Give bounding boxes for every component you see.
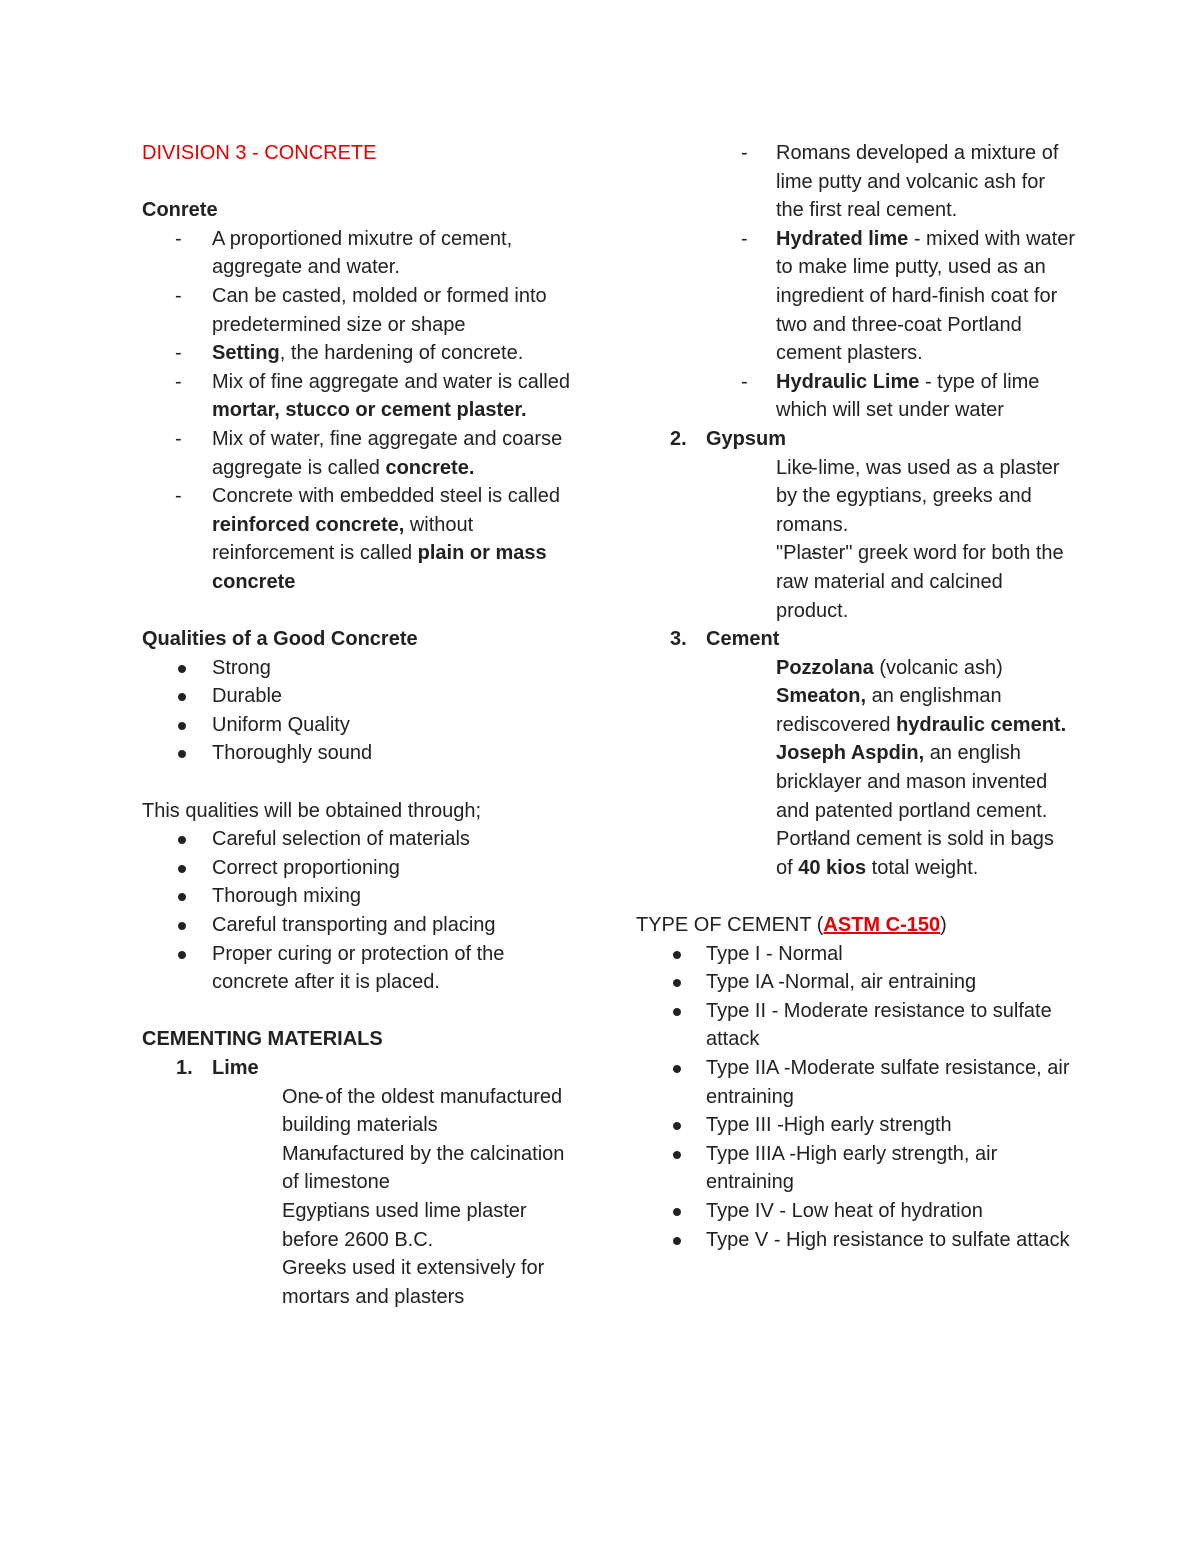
text-run: Pozzolana xyxy=(776,656,874,679)
division-heading: DIVISION 3 - CONCRETE xyxy=(142,142,377,164)
text-run: an englishman rediscovered xyxy=(776,685,1002,736)
lime-list xyxy=(282,1083,582,1312)
text-run: total weight. xyxy=(866,856,979,879)
list-item xyxy=(706,682,1076,739)
list-item: Careful selection of materials xyxy=(142,825,582,854)
qualities-title: Qualities of a Good Concrete xyxy=(142,628,418,651)
qualities-list xyxy=(142,654,582,768)
text-run: without reinforcement is called xyxy=(212,513,474,565)
text-run: - type of lime which will set under water xyxy=(776,370,1040,422)
list-item: Type IIIA -High early strength, air entraining xyxy=(636,1140,1076,1197)
text-run: reinforced concrete, xyxy=(212,513,405,536)
list-item: - One of the oldest manufactured building materials xyxy=(212,1083,582,1140)
text-run: mortar, stucco or cement plaster. xyxy=(212,399,527,422)
list-item: Type IV - Low heat of hydration xyxy=(636,1197,1076,1226)
list-item xyxy=(706,454,1076,540)
right-column xyxy=(636,139,1076,1254)
list-item: Type V - High resistance to sulfate attack xyxy=(636,1226,1076,1255)
list-item xyxy=(706,739,1076,825)
cement-number: 3. xyxy=(670,628,687,651)
cement-types-list xyxy=(636,940,1076,1255)
cementing-title: CEMENTING MATERIALS xyxy=(142,1028,383,1051)
list-item xyxy=(142,425,582,482)
type-of-cement-heading: TYPE OF CEMENT (ASTM C-150) xyxy=(636,914,947,937)
text-run: Setting xyxy=(212,342,280,365)
list-item: - Greeks used it extensively for mortars and plasters xyxy=(212,1254,582,1311)
text-run: plain or mass concrete xyxy=(212,542,547,593)
list-item: Thoroughly sound xyxy=(142,739,582,768)
text-run: A proportioned mixutre of cement, aggregate and water. xyxy=(212,227,513,279)
cement-title: Cement xyxy=(706,628,780,651)
text-run: hydraulic cement. xyxy=(896,713,1067,736)
list-item xyxy=(142,482,582,596)
text-run: Mix of fine aggregate and water is called xyxy=(212,370,570,393)
text-run: Hydrated lime xyxy=(776,227,909,250)
text-run: Hydraulic Lime xyxy=(776,370,920,393)
list-item xyxy=(142,339,582,368)
list-item xyxy=(706,539,1076,625)
list-item: Thorough mixing xyxy=(142,882,582,911)
gypsum-section xyxy=(636,425,1076,625)
text-run: Can be casted, molded or formed into predetermined size or shape xyxy=(212,284,547,336)
obtained-list xyxy=(142,825,582,997)
text-run: , the hardening of concrete. xyxy=(279,342,524,365)
astm-link[interactable]: ASTM C-150 xyxy=(823,914,941,937)
text-run: Concrete with embedded steel is called xyxy=(212,485,560,508)
gypsum-list xyxy=(776,454,1076,626)
gypsum-number: 2. xyxy=(670,427,687,450)
list-item xyxy=(142,225,582,282)
cementing-list xyxy=(142,1054,582,1311)
text-run: Romans developed a mixture of lime putty and volcanic ash for the first real cement. xyxy=(776,142,1059,222)
list-item: - Egyptians used lime plaster before 2600 B.C. xyxy=(212,1197,582,1254)
text-run: (volcanic ash) xyxy=(873,656,1003,679)
cementing-list-continued xyxy=(636,425,1076,883)
list-item xyxy=(142,368,582,425)
text-run: 40 kios xyxy=(798,856,867,879)
list-item: Type I - Normal xyxy=(636,940,1076,969)
concrete-title: Conrete xyxy=(142,199,218,222)
list-item: Type IIA -Moderate sulfate resistance, air entraining xyxy=(636,1054,1076,1111)
text-run: Mix of water, fine aggregate and coarse aggregate is called xyxy=(212,427,563,479)
cement-section xyxy=(636,625,1076,882)
text-run: Like lime, was used as a plaster by the egyptians, greeks and romans. xyxy=(776,456,1060,536)
list-item: - Manufactured by the calcination of limestone xyxy=(212,1140,582,1197)
list-item xyxy=(636,139,1076,225)
list-item: Durable xyxy=(142,682,582,711)
text-run: an english bricklayer and mason invented and patented portland cement. xyxy=(776,742,1048,822)
list-item xyxy=(142,282,582,339)
list-item: Type II - Moderate resistance to sulfate attack xyxy=(636,997,1076,1054)
list-item: Type III -High early strength xyxy=(636,1111,1076,1140)
list-item xyxy=(706,654,1076,683)
list-item: Strong xyxy=(142,654,582,683)
lime-title: Lime xyxy=(212,1057,259,1079)
text-run: "Plaster" greek word for both the raw material and calcined product. xyxy=(776,542,1064,622)
list-item: Type IA -Normal, air entraining xyxy=(636,968,1076,997)
cement-list xyxy=(776,654,1076,883)
text-run: - mixed with water to make lime putty, used as an ingredient of hard-finish coat for two and three-coat Portland cement plasters. xyxy=(776,227,1075,365)
gypsum-title: Gypsum xyxy=(706,427,787,450)
list-item: Uniform Quality xyxy=(142,711,582,740)
list-item: Correct proportioning xyxy=(142,854,582,883)
list-item xyxy=(636,368,1076,425)
text-run: concrete. xyxy=(385,456,475,479)
text-run: Smeaton, xyxy=(776,685,867,708)
list-item xyxy=(636,225,1076,368)
obtained-intro: This qualities will be obtained through; xyxy=(142,799,482,822)
list-item xyxy=(706,825,1076,882)
lime-number: 1. xyxy=(176,1057,193,1079)
list-item: Careful transporting and placing xyxy=(142,911,582,940)
left-column xyxy=(142,139,582,1311)
list-item: Proper curing or protection of the concrete after it is placed. xyxy=(142,940,582,997)
text-run: Portland cement is sold in bags of xyxy=(776,828,1054,879)
lime-section xyxy=(142,1054,582,1311)
text-run: Joseph Aspdin, xyxy=(776,742,925,765)
lime-continued-list xyxy=(636,139,1076,425)
concrete-list xyxy=(142,225,582,597)
